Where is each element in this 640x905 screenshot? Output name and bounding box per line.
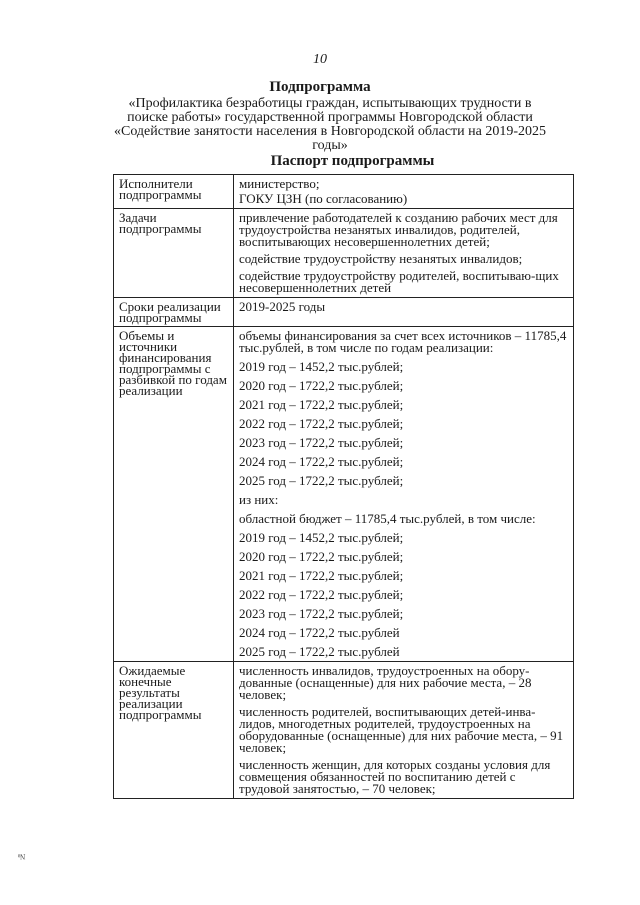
- value-line: 2019-2025 годы: [239, 299, 326, 314]
- funding-year: 2024 год – 1722,2 тыс.рублей;: [239, 454, 404, 469]
- value-line: содействие трудоустройству родителей, воспитываю-щих несовершеннолетних детей: [239, 268, 559, 295]
- table-row-funding: [114, 327, 574, 662]
- row-value: [234, 209, 574, 298]
- funding-year: 2025 год – 1722,2 тыс.рублей;: [239, 473, 404, 488]
- table-row-results: [114, 662, 574, 799]
- passport-table: [113, 174, 574, 799]
- funding-year: 2020 год – 1722,2 тыс.рублей;: [239, 378, 404, 393]
- value-line: ГОКУ ЦЗН (по согласованию): [239, 191, 408, 206]
- row-value: [234, 175, 574, 209]
- row-value: [234, 298, 574, 327]
- regional-year: 2025 год – 1722,2 тыс.рублей: [239, 644, 400, 659]
- regional-year: 2023 год – 1722,2 тыс.рублей;: [239, 606, 404, 621]
- table-row-executors: [114, 175, 574, 209]
- side-mark: №: [17, 852, 26, 861]
- regional-year: 2020 год – 1722,2 тыс.рублей;: [239, 549, 404, 564]
- regional-year: 2024 год – 1722,2 тыс.рублей: [239, 625, 400, 640]
- funding-year: 2023 год – 1722,2 тыс.рублей;: [239, 435, 404, 450]
- regional-year: 2022 год – 1722,2 тыс.рублей;: [239, 587, 404, 602]
- subprogram-heading: Подпрограмма: [269, 79, 371, 95]
- row-label: Задачи подпрограммы: [114, 209, 234, 298]
- passport-title: Паспорт подпрограммы: [270, 153, 435, 169]
- row-label: Объемы и источники финансирования подпрограммы с разбивкой по годам реализации: [114, 327, 234, 662]
- row-label: Исполнители подпрограммы: [114, 175, 234, 209]
- row-value: [234, 662, 574, 799]
- row-label: Ожидаемые конечные результаты реализации подпрограммы: [114, 662, 234, 799]
- value-line: численность родителей, воспитывающих детей-инва-лидов, многодетных родителей, трудоустроенных на оборудованные (оснащенные) для них рабочие места, – 91 человек;: [239, 704, 564, 755]
- value-line: содействие трудоустройству незанятых инвалидов;: [239, 251, 523, 266]
- value-line: министерство;: [239, 176, 320, 191]
- value-line: привлечение работодателей к созданию рабочих мест для трудоустройства незанятых инвалидов, родителей, воспитывающих несовершеннолетних детей;: [239, 210, 558, 249]
- table-row-terms: [114, 298, 574, 327]
- funding-of-them: из них:: [239, 492, 279, 507]
- regional-year: 2019 год – 1452,2 тыс.рублей;: [239, 530, 404, 545]
- page-number: 10: [313, 52, 327, 67]
- table-row-tasks: [114, 209, 574, 298]
- funding-year: 2019 год – 1452,2 тыс.рублей;: [239, 359, 404, 374]
- row-label: Сроки реализации подпрограммы: [114, 298, 234, 327]
- value-line: численность женщин, для которых созданы условия для совмещения обязанностей по воспитанию детей с трудовой занятостью, – 70 человек;: [239, 757, 551, 796]
- value-line: численность инвалидов, трудоустроенных на обору-дованные (оснащенные) для них рабочие места, – 28 человек;: [239, 663, 532, 702]
- funding-regional: областной бюджет – 11785,4 тыс.рублей, в том числе:: [239, 511, 536, 526]
- subprogram-subtitle: «Профилактика безработицы граждан, испытывающих трудности в поиске работы» государственной программы Новгородской области «Содействие занятости населения в Новгородской области на 2019-2025 годы»: [113, 96, 547, 153]
- regional-year: 2021 год – 1722,2 тыс.рублей;: [239, 568, 404, 583]
- funding-year: 2021 год – 1722,2 тыс.рублей;: [239, 397, 404, 412]
- funding-intro: объемы финансирования за счет всех источников – 11785,4 тыс.рублей, в том числе по годам реализации:: [239, 328, 567, 355]
- row-value: [234, 327, 574, 662]
- funding-year: 2022 год – 1722,2 тыс.рублей;: [239, 416, 404, 431]
